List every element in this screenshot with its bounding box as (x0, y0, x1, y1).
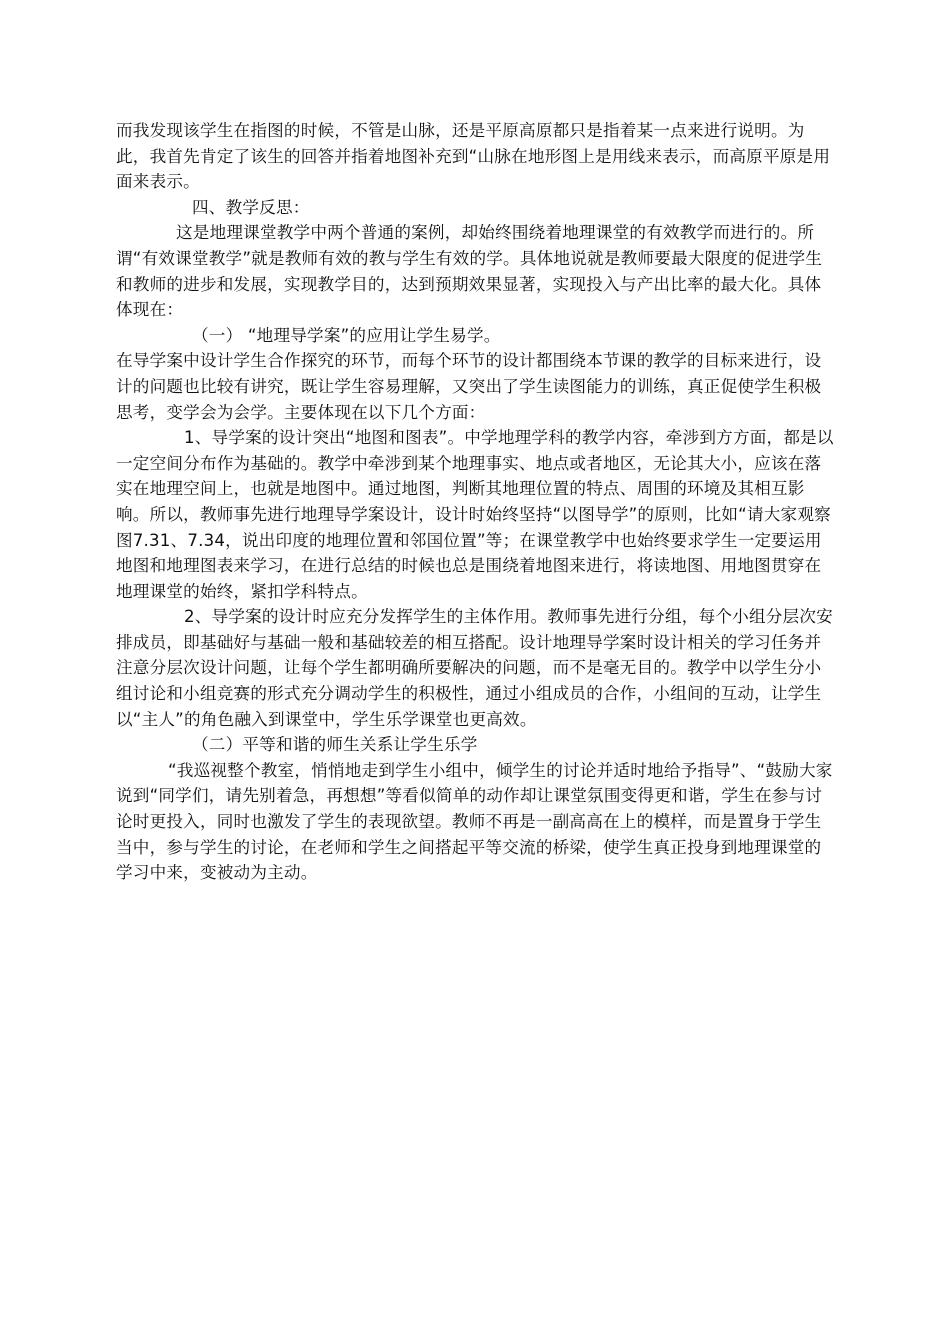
paragraph-intro: 而我发现该学生在指图的时候，不管是山脉，还是平原高原都只是指着某一点来进行说明。为此，我首先肯定了该生的回答并指着地图补充到“山脉在地形图上是用线来表示，而高原平原是用面来表示。 (116, 121, 831, 192)
paragraph-point-1: 1、导学案的设计突出“地图和图表”。中学地理学科的教学内容，牵涉到方方面，都是以一定空间分布作为基础的。教学中牵涉到某个地理事实、地点或者地区，无论其大小，应该在落实在地理空间上，也就是地图中。通过地图，判断其地理位置的特点、周围的环境及其相互影响。所以，教师事先进行地理导学案设计，设计时始终坚持“以图导学”的原则，比如“请大家观察图7.31、7.34，说出印度的地理位置和邻国位置”等；在课堂教学中也始终要求学生一定要运用地图和地理图表来学习，在进行总结的时候也总是围绕着地图来进行，将读地图、用地图贯穿在地理课堂的始终，紧扣学科特点。 (116, 428, 834, 601)
paragraph-point-2: 2、导学案的设计时应充分发挥学生的主体作用。教师事先进行分组，每个小组分层次安排成员，即基础好与基础一般和基础较差的相互搭配。设计地理导学案时设计相关的学习任务并注意分层次设计问题，让每个学生都明确所要解决的问题，而不是毫无目的。教学中以学生分小组讨论和小组竞赛的形式充分调动学生的积极性，通过小组成员的合作，小组间的互动，让学生以“主人”的角色融入到课堂中，学生乐学课堂也更高效。 (116, 607, 833, 729)
paragraph-relationship: “我巡视整个教室，悄悄地走到学生小组中，倾学生的讨论并适时地给予指导”、“鼓励大家说到“同学们，请先别着急，再想想”等看似简单的动作却让课堂氛围变得更和谐，学生在参与讨论时更投入，同时也激发了学生的表现欲望。教师不再是一副高高在上的模样，而是置身于学生当中，参与学生的讨论，在老师和学生之间搭起平等交流的桥梁，使学生真正投身到地理课堂的学习中来，变被动为主动。 (116, 760, 833, 883)
paragraph-guide-plan: 在导学案中设计学生合作探究的环节，而每个环节的设计都围绕本节课的教学的目标来进行，设计的问题也比较有讲究，既让学生容易理解，又突出了学生读图能力的训练，真正促使学生积极思考，变学会为会学。主要体现在以下几个方面： (116, 351, 822, 422)
document-body (116, 118, 834, 886)
subheading-relationship: （二）平等和谐的师生关系让学生乐学 (192, 735, 478, 755)
subheading-guide-plan: （一） “地理导学案”的应用让学生易学。 (192, 325, 501, 345)
paragraph-reflection: 这是地理课堂教学中两个普通的案例，却始终围绕着地理课堂的有效教学而进行的。所谓“有效课堂教学”就是教师有效的教与学生有效的学。具体地说就是教师要最大限度的促进学生和教师的进步和发展，实现教学目的，达到预期效果显著，实现投入与产出比率的最大化。具体体现在： (116, 223, 823, 320)
section-heading-reflection: 四、教学反思： (192, 197, 310, 217)
